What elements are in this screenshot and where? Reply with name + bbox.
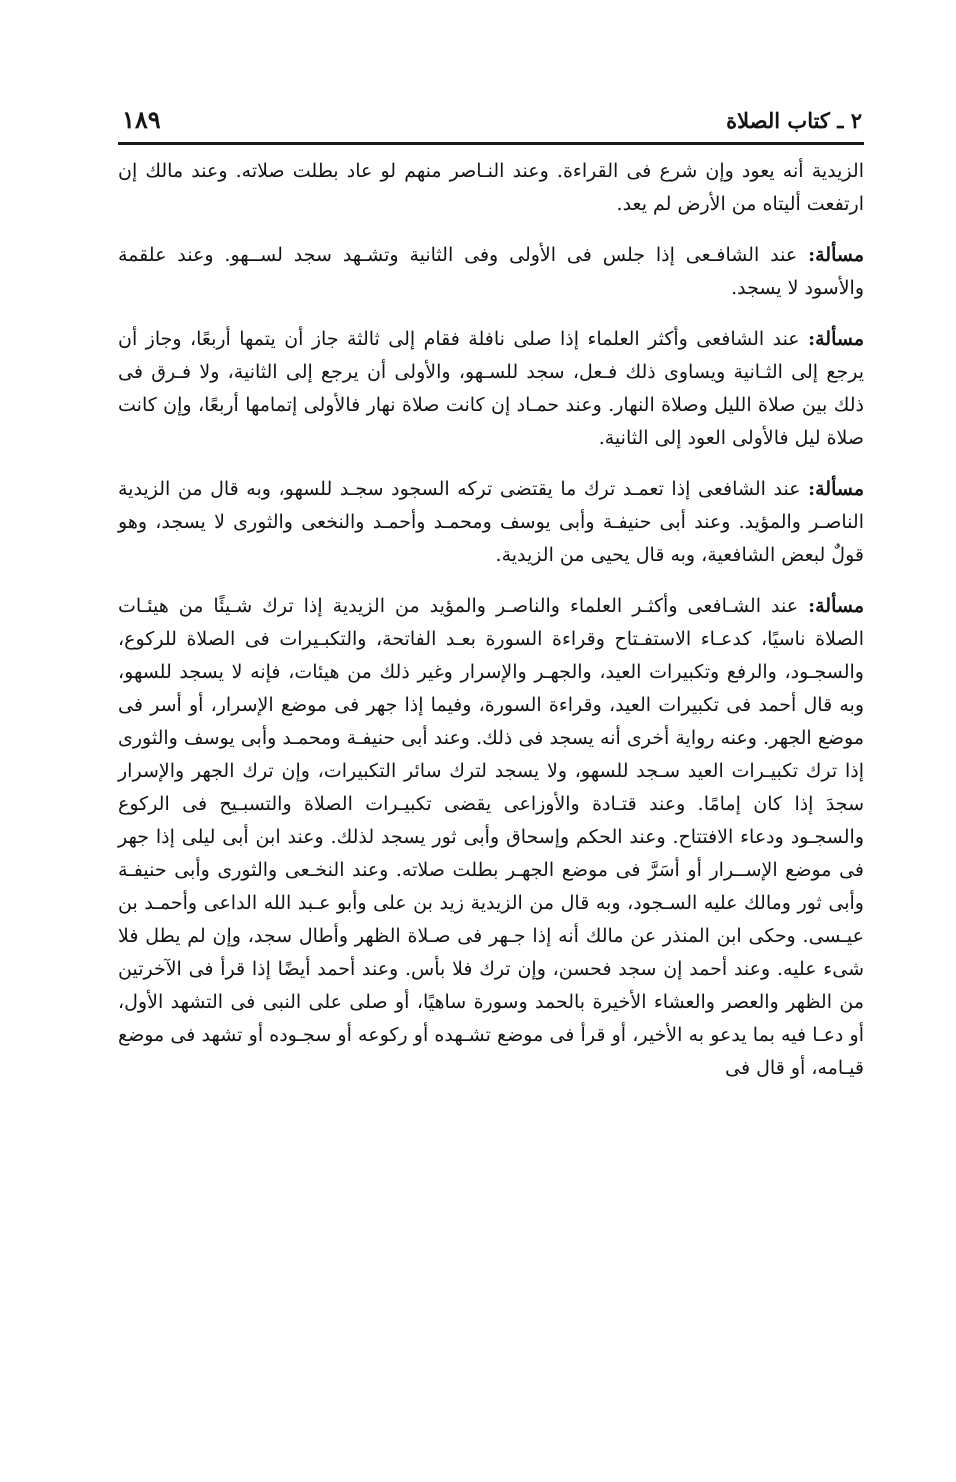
page-header <box>118 100 864 145</box>
paragraph-text: عند الشافعى وأكثر العلماء إذا صلى نافلة فقام إلى ثالثة جاز أن يتمها أربعًا، وجاز أن يرجع إلى الثـانية ويساوى ذلك فـعل، سجد للسـهو، والأولى أن يرجع إلى الثانية، ولا فـرق فى ذلك بين صلاة الليل وصلاة النهار. وعند حمـاد إن كانت صلاة نهار فالأولى إتمامها أربعًا، وإن كانت صلاة ليل فالأولى العود إلى الثانية. <box>118 328 864 449</box>
paragraph-issue <box>118 590 864 1085</box>
paragraph-text: الزيدية أنه يعود وإن شرع فى القراءة. وعند النـاصر منهم لو عاد بطلت صلاته. وعند مالك إن ارتفعت أليتاه من الأرض لم يعد. <box>118 160 864 215</box>
paragraph-issue <box>118 323 864 455</box>
book-page <box>118 100 864 1103</box>
issue-label: مسألة: <box>808 244 864 266</box>
paragraph-text: عند الشـافعى وأكثـر العلماء والناصـر والمؤيد من الزيدية إذا ترك شـيئًا من هيئـات الصلاة ناسيًا، كدعـاء الاستفـتاح وقراءة السورة بعـد الفاتحة، والتكبـيرات فى الصلاة للركوع، والسجـود، والرفع وتكبيرات العيد، والجهـر والإسرار وغير ذلك من هيئات، فإنه لا يسجد للسهو، وبه قال أحمد فى تكبيرات العيد، وقراءة السورة، وفيما إذا جهر فى موضع الإسرار، أو أسر فى موضع الجهر. وعنه رواية أخرى أنه يسجد فى ذلك. وعند أبى حنيفـة ومحمـد وأبى يوسف والثورى إذا ترك تكبيـرات العيد سـجد للسهو، ولا يسجد لترك سائر التكبيرات، وإن ترك الجهر والإسرار سجدَ إذا كان إمامًا. وعند قتـادة والأوزاعى يقضى تكبيـرات الصلاة والتسبـيح فى الركوع والسجـود ودعاء الافتتاح. وعند الحكم وإسحاق وأبى ثور يسجد لذلك. وعند ابن أبى ليلى إذا جهر فى موضع الإســرار أو أسَرَّ فى موضع الجهـر بطلت صلاته. وعند النخـعى والثورى وأبى حنيفـة وأبى ثور ومالك عليه السـجود، وبه قال من الزيدية زيد بن على وأبو عـبد الله الداعى وأحمـد بن عيـسى. وحكى ابن المنذر عن مالك أنه إذا جـهر فى صـلاة الظهر وأطال سجد، وإن لم يطل فلا شىء عليه. وعند أحمد إن سجد فحسن، وإن ترك فلا بأس. وعند أحمد أيضًا إذا قرأ فى الآخرتين من الظهر والعصر والعشاء الأخيرة بالحمد وسورة ساهيًا، أو صلى على النبى فى التشهد الأول، أو دعـا فيه بما يدعو به الأخير، أو قرأ فى موضع تشـهده أو ركوعه أو سجـوده أو تشهد فى موضع قيـامه، أو قال فى <box>118 595 864 1079</box>
paragraph-issue <box>118 239 864 305</box>
page-body <box>118 155 864 1085</box>
chapter-title: ٢ ـ كتاب الصلاة <box>726 108 862 133</box>
paragraph-text: عند الشافـعى إذا جلس فى الأولى وفى الثانية وتشـهد سجد لســهو. وعند علقمة والأسود لا يسجد. <box>118 244 864 299</box>
issue-label: مسألة: <box>808 595 864 617</box>
issue-label: مسألة: <box>808 328 864 350</box>
paragraph-text: عند الشافعى إذا تعمـد ترك ما يقتضى تركه السجود سجـد للسهو، وبه قال من الزيدية الناصـر والمؤيد. وعند أبى حنيفـة وأبى يوسف ومحمـد وأحمـد والنخعى والثورى لا يسجد، وهو قولٌ لبعض الشافعية، وبه قال يحيى من الزيدية. <box>118 478 864 566</box>
page-number: ١٨٩ <box>122 105 161 134</box>
paragraph-issue <box>118 473 864 572</box>
paragraph-continuation <box>118 155 864 221</box>
issue-label: مسألة: <box>808 478 864 500</box>
